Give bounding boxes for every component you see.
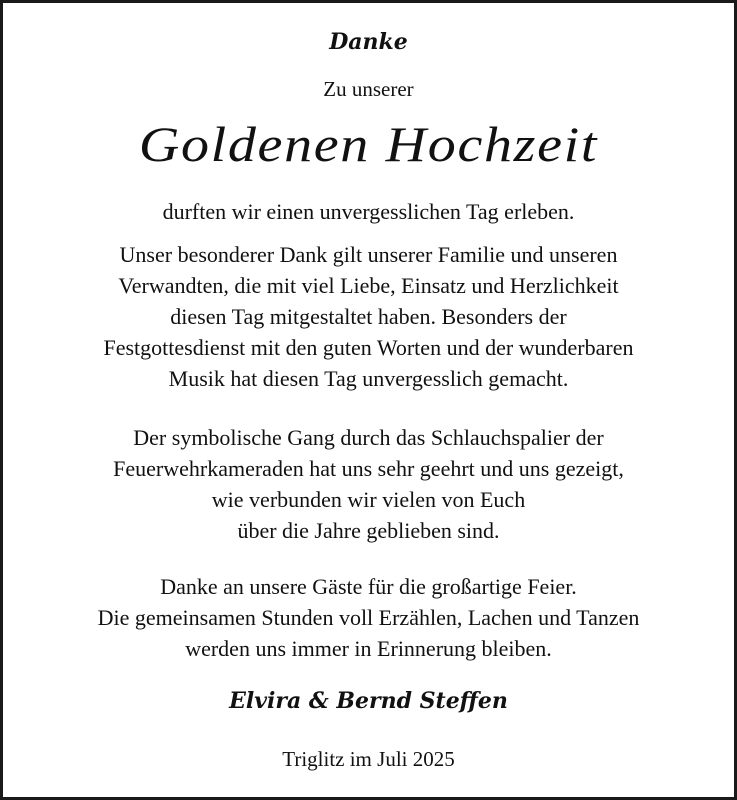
notice-headline: Goldenen Hochzeit <box>138 116 599 172</box>
paragraph-thanks-family <box>3 239 734 394</box>
text-line: Der symbolische Gang durch das Schlauchspalier der <box>133 425 604 450</box>
paragraph-fire-brigade <box>3 422 734 546</box>
notice-title: Danke <box>329 29 408 55</box>
place-and-date: Triglitz im Juli 2025 <box>282 747 455 771</box>
text-line: über die Jahre geblieben sind. <box>237 518 500 543</box>
text-line: wie verbunden wir vielen von Euch <box>211 487 526 512</box>
paragraph-thanks-guests <box>3 571 734 664</box>
text-line: Verwandten, die mit viel Liebe, Einsatz und Herzlichkeit <box>118 273 619 298</box>
text-line: Danke an unsere Gäste für die großartige Feier. <box>160 574 577 599</box>
text-line: Festgottesdienst mit den guten Worten und der wunderbaren <box>103 335 634 360</box>
text-line: werden uns immer in Erinnerung bleiben. <box>185 636 552 661</box>
notice-subline: durften wir einen unvergesslichen Tag erleben. <box>162 199 575 224</box>
text-line: Unser besonderer Dank gilt unserer Familie und unseren <box>119 242 618 267</box>
text-line: diesen Tag mitgestaltet haben. Besonders der <box>170 304 567 329</box>
text-line: Feuerwehrkameraden hat uns sehr geehrt und uns gezeigt, <box>113 456 624 481</box>
text-line: Die gemeinsamen Stunden voll Erzählen, Lachen und Tanzen <box>97 605 640 630</box>
signature-names: Elvira & Bernd Steffen <box>229 688 508 714</box>
notice-intro: Zu unserer <box>323 77 414 101</box>
text-line: Musik hat diesen Tag unvergesslich gemacht. <box>168 366 569 391</box>
